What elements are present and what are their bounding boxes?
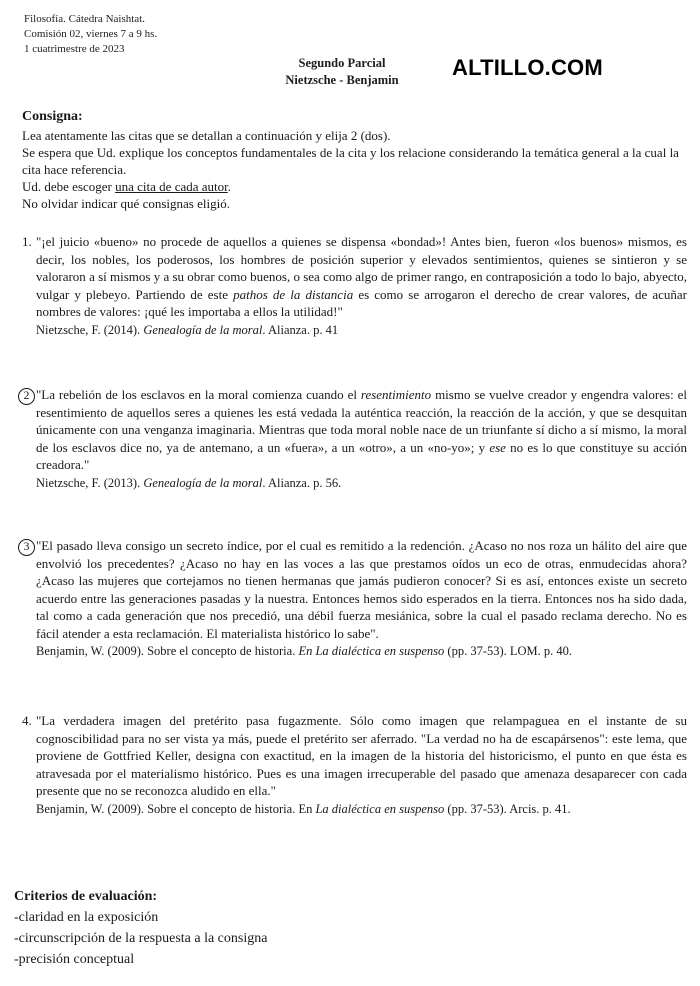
quote-2 <box>22 386 687 492</box>
instructions <box>22 108 682 212</box>
quote-citation: Benjamin, W. (2009). Sobre el concepto de historia. En La dialéctica en suspenso (pp. 37-53). LOM. p. 40. <box>36 644 573 658</box>
criteria-heading: Criterios de evaluación: <box>14 889 158 904</box>
course-line: Comisión 02, viernes 7 a 9 hs. <box>24 28 158 40</box>
quote-text: "El pasado lleva consigo un secreto índice, por el cual es remitido a la redención. ¿Acaso no nos roza un hálito del aire que envolvió los precedentes? ¿Acaso no hay en las voces a las que prestamos oídos un eco de otras, enmudecidas ahora? ¿Acaso las mujeres que cortejamos no tienen hermanas que jamás pudieron conocer? Si es así, entonces existe un secreto acuerdo entre las generaciones pasadas y la nuestra. Entonces hemos sido esperados en la tierra. Entonces nos ha sido dada, tal como a cada generación que nos precedió, una débil fuerza mesiánica, sobre la cual el pasado reclama derecho. No es fácil atender a esta reclamación. El materialista histórico lo sabe". <box>36 538 687 641</box>
exam-title-line: Segundo Parcial <box>298 56 386 70</box>
criteria-item: -circunscripción de la respuesta a la consigna <box>14 931 268 946</box>
quote-citation: Nietzsche, F. (2014). Genealogía de la moral. Alianza. p. 41 <box>36 322 339 337</box>
course-line: 1 cuatrimestre de 2023 <box>24 43 125 55</box>
criteria-item: -precisión conceptual <box>14 952 135 967</box>
exam-title <box>262 55 422 89</box>
instruction-text: Ud. debe escoger <box>22 179 116 194</box>
exam-subtitle-line: Nietzsche - Benjamin <box>285 73 399 87</box>
instructions-heading: Consigna: <box>22 109 83 124</box>
quote-citation: Nietzsche, F. (2013). Genealogía de la moral. Alianza. p. 56. <box>36 475 342 490</box>
evaluation-criteria <box>14 886 267 970</box>
quote-3 <box>22 537 687 660</box>
quote-text: "La rebelión de los esclavos en la moral comienza cuando el resentimiento mismo se vuelve creador y engendra valores: el resentimiento de aquellos seres a quienes les está vedada la auténtica reacción, la reacción de la acción, y que se desquitan únicamente con una venganza imaginaria. Mientras que toda moral noble nace de un triunfante sí dicho a sí mismo, la moral de los esclavos dice no, ya de antemano, a un «fuera», a un «otro», a un «no-yo»; y ese no es lo que constituye su acción creadora." <box>36 387 687 472</box>
instruction-line: No olvidar indicar qué consignas eligió. <box>22 196 230 211</box>
course-line: Filosofía. Cátedra Naishtat. <box>24 13 145 25</box>
instruction-line: Se espera que Ud. explique los conceptos fundamentales de la cita y los relacione considerando la temática general a la cual la cita hace referencia. <box>22 145 679 177</box>
quote-text: "¡el juicio «bueno» no procede de aquellos a quienes se dispensa «bondad»! Antes bien, fueron «los buenos» mismos, es decir, los nobles, los poderosos, los hombres de posición superior y elevados sentimientos, quienes se sintieron y se valoraron a sí mismos y a su obrar como buenos, o sea como algo de primer rango, en contraposición a todo lo bajo, abyecto, vulgar y plebeyo. Partiendo de este pathos de la distancia es como se arrogaron el derecho de crear valores, de acuñar nombres de valores: ¡qué les importaba a ellos la utilidad!" <box>36 234 688 319</box>
quote-1 <box>22 233 687 339</box>
site-watermark: ALTILLO.COM <box>452 55 603 80</box>
quote-citation: Benjamin, W. (2009). Sobre el concepto de historia. En La dialéctica en suspenso (pp. 37-53). Arcis. p. 41. <box>36 801 571 816</box>
quote-number-circled: 3 <box>18 539 35 556</box>
quote-number: 1. <box>22 234 32 249</box>
quote-text: "La verdadera imagen del pretérito pasa fugazmente. Sólo como imagen que relampaguea en el instante de su cognoscibilidad para no ser vista ya más, puede el pretérito ser aferrado. "La verdad no ha de escapársenos": este lema, que proviene de Gottfried Keller, designa con exactitud, en la imagen de la historia del historicismo, el punto en que ésta es atravesada por el materialismo histórico. Pues es una imagen irrecuperable del pasado que amenaza desaparecer con cada presente que no se reconozca aludido en ella." <box>36 713 687 798</box>
quote-4 <box>22 712 687 818</box>
course-info <box>24 12 157 57</box>
instruction-text: . <box>227 179 231 194</box>
instruction-line <box>22 178 682 195</box>
criteria-item: -claridad en la exposición <box>14 910 159 925</box>
instruction-underlined: una cita de cada autor <box>115 179 228 194</box>
quote-number: 4. <box>22 713 32 728</box>
instruction-line: Lea atentamente las citas que se detallan a continuación y elija 2 (dos). <box>22 128 391 143</box>
quote-number-circled: 2 <box>18 388 35 405</box>
